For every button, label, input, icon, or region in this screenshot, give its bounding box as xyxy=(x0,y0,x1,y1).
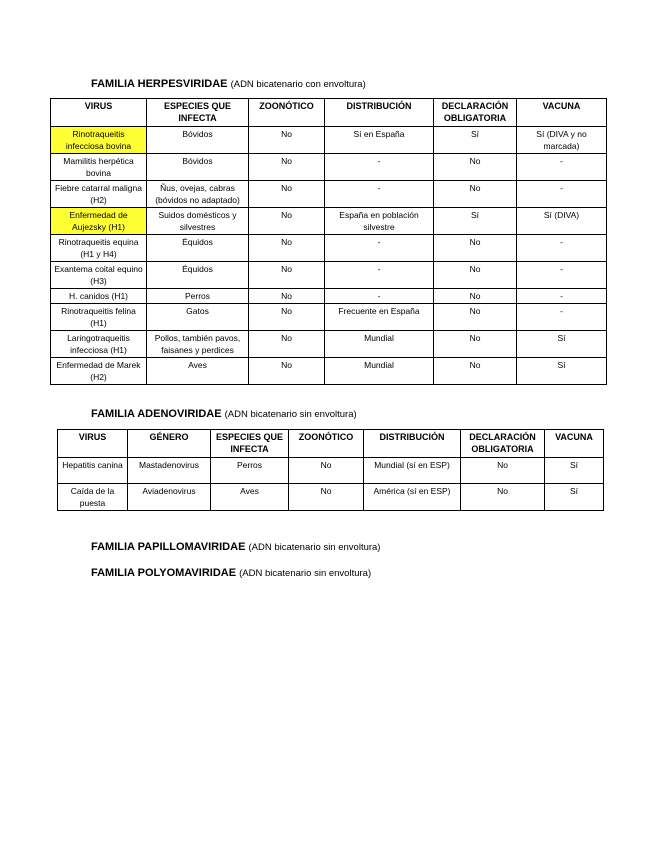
table-cell: No xyxy=(289,484,364,511)
table-cell: No xyxy=(434,331,517,358)
table-cell: Ñus, ovejas, cabras (bóvidos no adaptado) xyxy=(147,181,249,208)
table-cell: Bóvidos xyxy=(147,154,249,181)
adeno-header-cell: GÉNERO xyxy=(128,430,211,458)
table-cell: No xyxy=(434,262,517,289)
virus-name-cell: Mamilitis herpética bovina xyxy=(51,154,147,181)
table-cell: No xyxy=(461,484,545,511)
table-cell: España en población silvestre xyxy=(325,208,434,235)
table-cell: Aves xyxy=(211,484,289,511)
table-cell: Mundial xyxy=(325,358,434,385)
polyoma-family-desc: (ADN bicatenario sin envoltura) xyxy=(239,568,372,579)
table-row xyxy=(51,127,607,154)
table-cell: - xyxy=(517,304,607,331)
table-cell: Aviadenovirus xyxy=(128,484,211,511)
papilloma-family-title: FAMILIA PAPILLOMAVIRIDAE xyxy=(91,541,246,553)
table-cell: Sí xyxy=(545,484,604,511)
table-cell: América (sí en ESP) xyxy=(364,484,461,511)
table-cell: - xyxy=(517,154,607,181)
adeno-table xyxy=(57,429,604,511)
herpes-header-cell: VIRUS xyxy=(51,99,147,127)
table-cell: Sí xyxy=(517,331,607,358)
herpes-heading xyxy=(91,78,366,90)
virus-name-cell: Caída de la puesta xyxy=(58,484,128,511)
herpes-header-cell: ZOONÓTICO xyxy=(249,99,325,127)
table-row xyxy=(51,208,607,235)
polyoma-heading xyxy=(91,567,371,579)
table-cell: - xyxy=(325,289,434,304)
table-cell: No xyxy=(434,154,517,181)
table-row xyxy=(51,262,607,289)
virus-name-cell: Rinotraqueitis felina (H1) xyxy=(51,304,147,331)
adeno-header-cell: DISTRIBUCIÓN xyxy=(364,430,461,458)
table-row xyxy=(51,331,607,358)
table-cell: Sí xyxy=(434,208,517,235)
table-cell: Équidos xyxy=(147,262,249,289)
virus-name-cell: Hepatitis canina xyxy=(58,458,128,484)
table-cell: No xyxy=(249,154,325,181)
table-cell: - xyxy=(325,262,434,289)
table-row xyxy=(58,458,604,484)
table-cell: No xyxy=(249,262,325,289)
table-cell: No xyxy=(434,304,517,331)
herpes-header-cell: DECLARACIÓN OBLIGATORIA xyxy=(434,99,517,127)
table-cell: No xyxy=(434,289,517,304)
papilloma-family-desc: (ADN bicatenario sin envoltura) xyxy=(248,542,381,553)
table-cell: Mundial (sí en ESP) xyxy=(364,458,461,484)
adeno-family-desc: (ADN bicatenario sin envoltura) xyxy=(224,409,357,420)
adeno-header-cell: ESPECIES QUE INFECTA xyxy=(211,430,289,458)
herpes-header-cell: VACUNA xyxy=(517,99,607,127)
table-cell: No xyxy=(249,181,325,208)
herpes-header-row xyxy=(51,99,607,127)
table-cell: No xyxy=(249,127,325,154)
table-cell: Suidos domésticos y silvestres xyxy=(147,208,249,235)
table-cell: - xyxy=(325,181,434,208)
table-cell: Frecuente en España xyxy=(325,304,434,331)
table-cell: Sí xyxy=(517,358,607,385)
table-cell: Mastadenovirus xyxy=(128,458,211,484)
adeno-header-cell: ZOONÓTICO xyxy=(289,430,364,458)
adeno-header-cell: VACUNA xyxy=(545,430,604,458)
table-cell: No xyxy=(461,458,545,484)
adeno-header-cell: VIRUS xyxy=(58,430,128,458)
herpes-family-desc: (ADN bicatenario con envoltura) xyxy=(230,79,366,90)
adeno-heading xyxy=(91,408,357,420)
herpes-header-cell: ESPECIES QUE INFECTA xyxy=(147,99,249,127)
virus-name-cell: Fiebre catarral maligna (H2) xyxy=(51,181,147,208)
table-cell: - xyxy=(325,154,434,181)
table-cell: Pollos, también pavos, faisanes y perdices xyxy=(147,331,249,358)
table-cell: Mundial xyxy=(325,331,434,358)
table-cell: No xyxy=(434,181,517,208)
virus-name-cell: H. canidos (H1) xyxy=(51,289,147,304)
table-row xyxy=(51,358,607,385)
table-cell: No xyxy=(249,289,325,304)
virus-name-cell: Laringotraqueitis infecciosa (H1) xyxy=(51,331,147,358)
table-row xyxy=(51,304,607,331)
table-cell: - xyxy=(517,181,607,208)
papilloma-heading xyxy=(91,541,380,553)
table-cell: Équidos xyxy=(147,235,249,262)
virus-name-cell: Rinotraqueitis infecciosa bovina xyxy=(51,127,147,154)
virus-name-cell: Enfermedad de Marek (H2) xyxy=(51,358,147,385)
table-cell: No xyxy=(249,304,325,331)
table-cell: No xyxy=(434,358,517,385)
adeno-header-cell: DECLARACIÓN OBLIGATORIA xyxy=(461,430,545,458)
table-cell: No xyxy=(249,208,325,235)
table-cell: Sí (DIVA y no marcada) xyxy=(517,127,607,154)
adeno-header-row xyxy=(58,430,604,458)
table-cell: - xyxy=(517,235,607,262)
virus-name-cell: Rinotraqueitis equina (H1 y H4) xyxy=(51,235,147,262)
table-cell: - xyxy=(517,289,607,304)
table-cell: No xyxy=(249,331,325,358)
table-cell: Gatos xyxy=(147,304,249,331)
adeno-family-title: FAMILIA ADENOVIRIDAE xyxy=(91,408,222,420)
table-cell: No xyxy=(249,235,325,262)
table-cell: Perros xyxy=(147,289,249,304)
herpes-table xyxy=(50,98,607,385)
table-cell: Aves xyxy=(147,358,249,385)
table-cell: No xyxy=(434,235,517,262)
table-row xyxy=(51,289,607,304)
table-cell: Sí xyxy=(434,127,517,154)
table-row xyxy=(51,154,607,181)
table-cell: No xyxy=(289,458,364,484)
table-cell: Bóvidos xyxy=(147,127,249,154)
polyoma-family-title: FAMILIA POLYOMAVIRIDAE xyxy=(91,567,237,579)
table-row xyxy=(51,235,607,262)
table-cell: No xyxy=(249,358,325,385)
table-row xyxy=(51,181,607,208)
herpes-header-cell: DISTRIBUCIÓN xyxy=(325,99,434,127)
herpes-family-title: FAMILIA HERPESVIRIDAE xyxy=(91,78,228,90)
virus-name-cell: Exantema coital equino (H3) xyxy=(51,262,147,289)
table-cell: - xyxy=(517,262,607,289)
table-cell: Sí en España xyxy=(325,127,434,154)
table-cell: Sí (DIVA) xyxy=(517,208,607,235)
table-row xyxy=(58,484,604,511)
table-cell: Perros xyxy=(211,458,289,484)
table-cell: - xyxy=(325,235,434,262)
table-cell: Sí xyxy=(545,458,604,484)
virus-name-cell: Enfermedad de Aujezsky (H1) xyxy=(51,208,147,235)
